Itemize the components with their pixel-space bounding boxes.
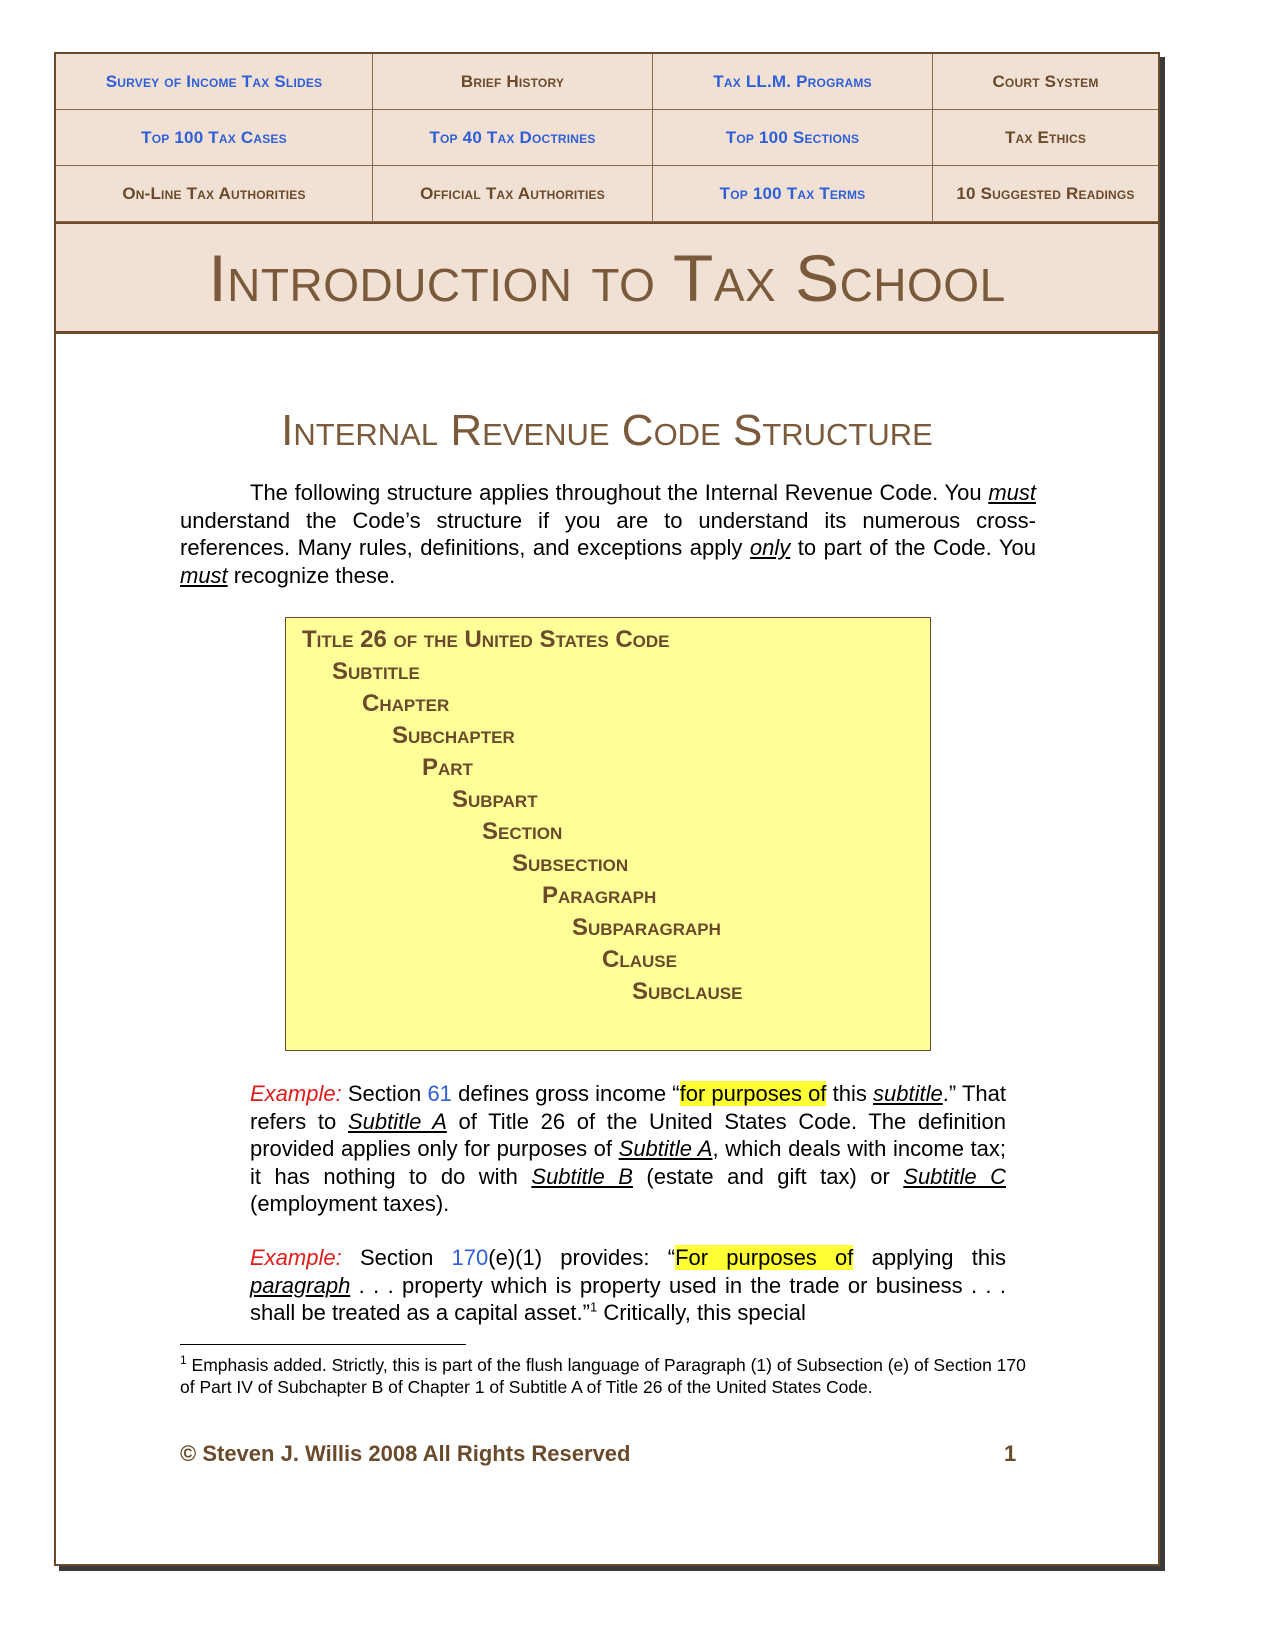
text-run: of Title 26 of the United States Code. The definition provided applies only for purposes of [250,1108,1007,1161]
hierarchy-level: Part [422,754,473,781]
page-frame [54,52,1160,1566]
nav-link[interactable]: Top 40 Tax Doctrines [373,110,653,166]
text-run: recognize these. [227,562,396,588]
footnote-text: Emphasis added. Strictly, this is part of the flush language of Paragraph (1) of Subsection (e) of Section 170 of Part IV of Subchapter B of Chapter 1 of Subtitle A of Title 26 of the United States Code. [180,1355,1026,1397]
nav-link[interactable]: Survey of Income Tax Slides [56,54,373,110]
nav-link[interactable]: Top 100 Tax Cases [56,110,373,166]
nav-link[interactable]: Tax LL.M. Programs [653,54,933,110]
section-link[interactable]: 170 [451,1245,489,1270]
footnote-number: 1 [180,1353,187,1368]
banner [56,222,1158,334]
text-run: to part of the Code. You [790,535,1036,560]
nav-link[interactable]: Official Tax Authorities [373,166,653,222]
nav-link[interactable]: Court System [933,54,1158,110]
page-title: Introduction to Tax School [208,240,1006,315]
emphasis: Subtitle B [531,1163,633,1189]
page-number: 1 [1004,1441,1017,1466]
text-run: (e)(1) provides: “ [488,1245,676,1270]
text-run: . . . property which is property used in the trade or business . . . shall be treated as a capital asset.” [250,1272,1006,1325]
footnote-divider [180,1344,466,1345]
section-link[interactable]: 61 [427,1081,452,1106]
text-run: Section [341,1081,428,1106]
nav-link[interactable]: Tax Ethics [933,110,1158,166]
example-paragraph [250,1244,1006,1327]
nav-link[interactable]: Top 100 Tax Terms [653,166,933,222]
copyright: © Steven J. Willis 2008 All Rights Reserved [180,1441,631,1466]
text-run: applying this [853,1245,1007,1270]
hierarchy-level: Title 26 of the United States Code [302,626,670,653]
emphasis: subtitle [873,1081,943,1106]
hierarchy-level: Section [482,818,563,845]
nav-link[interactable]: 10 Suggested Readings [933,166,1158,222]
nav-link[interactable]: Brief History [373,54,653,110]
text-run: (employment taxes). [250,1191,450,1216]
highlighted-text: For purposes of [675,1245,854,1270]
text-run: The following structure applies throughout the Internal Revenue Code. You [250,480,989,505]
hierarchy-level: Subchapter [392,722,515,749]
hierarchy-level: Subtitle [332,658,420,685]
hierarchy-level: Subpart [452,786,538,813]
intro-paragraph [180,479,1036,589]
hierarchy-level: Clause [602,946,677,973]
text-run: (estate and gift tax) or [632,1163,904,1189]
emphasis: Subtitle C [903,1163,1006,1189]
hierarchy-level: Paragraph [542,882,657,909]
footnote-ref[interactable]: 1 [589,1299,598,1315]
section-heading: Internal Revenue Code Structure [281,406,933,455]
emphasis: must [180,562,228,588]
hierarchy-level: Subclause [632,978,743,1005]
text-run: understand the Code’s structure if you are to understand its numerous cross-references. Many rules, definitions, and exceptions apply [180,507,1036,560]
text-run: Section [341,1245,452,1270]
text-run: this [826,1081,874,1106]
nav-link[interactable]: Top 100 Sections [653,110,933,166]
hierarchy-level: Chapter [362,690,450,717]
emphasis: paragraph [250,1272,351,1298]
hierarchy-level: Subsection [512,850,629,877]
nav-link[interactable]: On-Line Tax Authorities [56,166,373,222]
hierarchy-level: Subparagraph [572,914,721,941]
emphasis: Subtitle A [347,1108,447,1134]
footnote [180,1354,1036,1398]
emphasis: must [988,480,1036,505]
highlighted-text: for purposes of [679,1081,827,1106]
example-label: Example: [250,1245,342,1270]
code-hierarchy-box [285,617,931,1051]
nav-table [56,54,1158,222]
text-run: defines gross income “ [451,1081,680,1106]
text-run: , which deals with income tax; it has nothing to do with [250,1136,1006,1189]
emphasis: Subtitle A [618,1136,713,1161]
text-run: Critically, this special [597,1300,806,1325]
example-paragraph [250,1080,1006,1218]
example-label: Example: [250,1081,342,1106]
text-run: .” That refers to [250,1081,1006,1134]
emphasis: only [749,535,791,560]
